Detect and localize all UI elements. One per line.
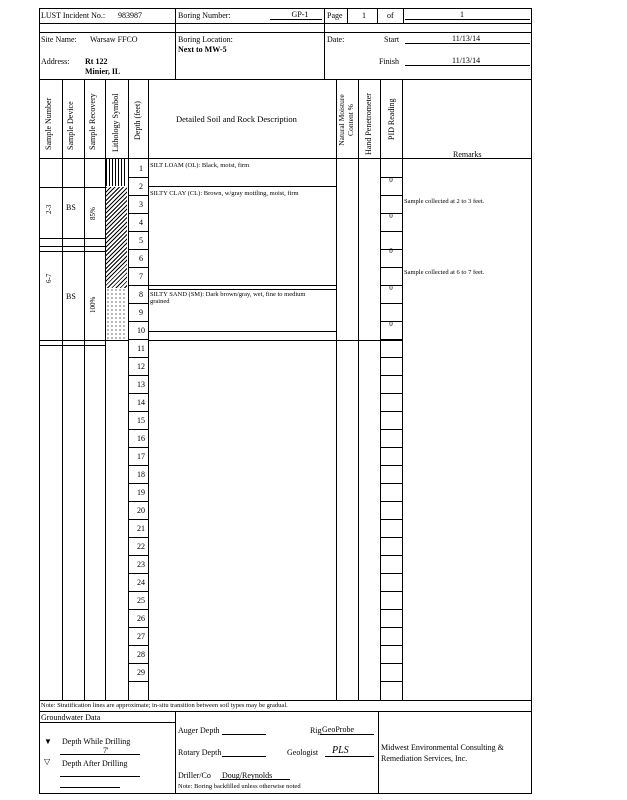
- groundwater-label: Groundwater Data: [41, 713, 101, 722]
- depth-tick-13: 13: [137, 380, 145, 389]
- of-label: of: [387, 11, 394, 20]
- pid-row-line: [380, 231, 402, 232]
- description-layer-2: SILTY CLAY (CL): Brown, w/gray mottling, moist, firm: [150, 190, 299, 197]
- page-label: Page: [327, 11, 343, 20]
- depth-tick-6: 6: [139, 254, 143, 263]
- finish-label: Finish: [379, 57, 400, 66]
- depth-row-line: [128, 537, 148, 538]
- sample-device-2: BS: [66, 292, 76, 301]
- sample-recovery-2: 100%: [89, 296, 97, 313]
- pid-reading: 0: [389, 212, 393, 220]
- pid-row-line: [380, 267, 402, 268]
- sample-number-1: 2-3: [45, 204, 53, 214]
- pid-row-line: [380, 357, 402, 358]
- depth-row-line: [128, 591, 148, 592]
- depth-tick-26: 26: [137, 614, 145, 623]
- address-line-1: Rt 122: [85, 57, 108, 66]
- sample-recovery-1: 85%: [89, 207, 97, 220]
- pid-row-line: [380, 627, 402, 628]
- finish-date: 11/13/14: [452, 56, 481, 65]
- pid-row-line: [380, 249, 402, 250]
- pid-row-line: [380, 483, 402, 484]
- geologist-value: PLS: [332, 745, 349, 756]
- depth-tick-27: 27: [137, 632, 145, 641]
- geologist-label: Geologist: [287, 748, 319, 757]
- page-number: 1: [362, 11, 366, 20]
- pid-row-line: [380, 375, 402, 376]
- pid-row-line: [380, 645, 402, 646]
- pid-reading: 0: [389, 320, 393, 328]
- stratification-note: Note: Stratification lines are approximate; in-situ transition between soil types may be gradual.: [41, 702, 288, 709]
- depth-row-line: [128, 267, 148, 268]
- pid-row-line: [380, 303, 402, 304]
- depth-row-line: [128, 519, 148, 520]
- depth-tick-15: 15: [137, 416, 145, 425]
- depth-row-line: [128, 177, 148, 178]
- depth-row-line: [128, 195, 148, 196]
- depth-row-line: [128, 645, 148, 646]
- depth-tick-23: 23: [137, 560, 145, 569]
- depth-tick-22: 22: [137, 542, 145, 551]
- auger-depth-label: Auger Depth: [178, 726, 220, 735]
- pid-reading: 0: [389, 284, 393, 292]
- boring-number-label: Boring Number:: [178, 11, 231, 20]
- pid-row-line: [380, 321, 402, 322]
- pid-row-line: [380, 663, 402, 664]
- depth-tick-10: 10: [137, 326, 145, 335]
- remark-1: Sample collected at 2 to 3 feet.: [404, 198, 485, 205]
- start-date: 11/13/14: [452, 34, 481, 43]
- pid-row-line: [380, 609, 402, 610]
- depth-row-line: [128, 357, 148, 358]
- date-label: Date:: [327, 35, 345, 44]
- lithology-silty-sand: [106, 288, 127, 340]
- depth-while-value: 7': [103, 746, 109, 755]
- depth-row-line: [128, 501, 148, 502]
- lithology-silty-clay: [106, 187, 127, 288]
- pid-row-line: [380, 393, 402, 394]
- col-moisture: Natural Moisture Content %: [337, 94, 355, 146]
- start-label: Start: [384, 35, 400, 44]
- incident-number: 983987: [118, 11, 142, 20]
- depth-row-line: [128, 303, 148, 304]
- pid-row-line: [380, 429, 402, 430]
- rig-value: GeoProbe: [322, 725, 354, 734]
- depth-tick-7: 7: [139, 272, 143, 281]
- description-layer-3-cont: grained: [150, 298, 170, 305]
- pid-row-line: [380, 411, 402, 412]
- depth-tick-5: 5: [139, 236, 143, 245]
- pid-row-line: [380, 555, 402, 556]
- col-depth: Depth (feet): [133, 101, 142, 140]
- col-remarks: Remarks: [453, 150, 482, 159]
- depth-row-line: [128, 231, 148, 232]
- depth-row-line: [128, 285, 148, 286]
- depth-row-line: [128, 483, 148, 484]
- depth-row-line: [128, 213, 148, 214]
- incident-label: LUST Incident No.:: [41, 11, 106, 20]
- depth-row-line: [128, 609, 148, 610]
- depth-row-line: [128, 375, 148, 376]
- rotary-depth-label: Rotary Depth: [178, 748, 222, 757]
- pid-row-line: [380, 537, 402, 538]
- address-label: Address:: [41, 57, 70, 66]
- depth-row-line: [128, 447, 148, 448]
- pid-row-line: [380, 501, 402, 502]
- depth-row-line: [128, 411, 148, 412]
- boring-location: Next to MW-5: [178, 45, 227, 54]
- col-penetrometer: Hand Penetrometer: [364, 93, 373, 155]
- depth-tick-8: 8: [139, 290, 143, 299]
- depth-row-line: [128, 321, 148, 322]
- pid-row-line: [380, 591, 402, 592]
- depth-after-label: Depth After Drilling: [62, 759, 128, 768]
- sample-device-1: BS: [66, 203, 76, 212]
- boring-location-label: Boring Location:: [178, 35, 233, 44]
- pid-reading: 0: [389, 176, 393, 184]
- depth-tick-9: 9: [139, 308, 143, 317]
- depth-tick-16: 16: [137, 434, 145, 443]
- pid-row-line: [380, 213, 402, 214]
- boring-number: GP-1: [291, 10, 309, 19]
- driller-value: Doug/Reynolds: [222, 771, 273, 780]
- description-layer-3: SILTY SAND (SM): Dark brown/gray, wet, fine to medium: [150, 291, 306, 298]
- sample-number-2: 6-7: [45, 273, 53, 283]
- depth-row-line: [128, 573, 148, 574]
- pid-row-line: [380, 681, 402, 682]
- depth-tick-24: 24: [137, 578, 145, 587]
- depth-tick-21: 21: [137, 524, 145, 533]
- depth-row-line: [128, 555, 148, 556]
- depth-tick-17: 17: [137, 452, 145, 461]
- driller-label: Driller/Co: [178, 771, 211, 780]
- company-name-line-2: Remediation Services, Inc.: [381, 754, 468, 763]
- company-name-line-1: Midwest Environmental Consulting &: [381, 743, 504, 752]
- depth-row-line: [128, 681, 148, 682]
- depth-row-line: [128, 627, 148, 628]
- col-sample-number: Sample Number: [44, 97, 53, 150]
- pid-row-line: [380, 447, 402, 448]
- depth-row-line: [128, 339, 148, 340]
- depth-tick-12: 12: [137, 362, 145, 371]
- pid-row-line: [380, 195, 402, 196]
- depth-while-label: Depth While Drilling: [62, 737, 131, 746]
- pid-row-line: [380, 573, 402, 574]
- pid-row-line: [380, 285, 402, 286]
- depth-tick-1: 1: [139, 164, 143, 173]
- depth-tick-28: 28: [137, 650, 145, 659]
- col-pid: PID Reading: [387, 98, 396, 140]
- depth-tick-29: 29: [137, 668, 145, 677]
- depth-tick-18: 18: [137, 470, 145, 479]
- pid-row-line: [380, 339, 402, 340]
- depth-row-line: [128, 249, 148, 250]
- depth-while-drilling-icon: ▼: [44, 737, 52, 746]
- rig-label: Rig: [310, 726, 322, 735]
- depth-tick-19: 19: [137, 488, 145, 497]
- depth-tick-25: 25: [137, 596, 145, 605]
- depth-tick-20: 20: [137, 506, 145, 515]
- pid-row-line: [380, 465, 402, 466]
- pid-reading: 0: [389, 247, 393, 255]
- depth-tick-2: 2: [139, 182, 143, 191]
- col-lithology-symbol: Lithology Symbol: [111, 93, 120, 152]
- depth-row-line: [128, 429, 148, 430]
- depth-tick-14: 14: [137, 398, 145, 407]
- description-layer-1: SILT LOAM (OL): Black, moist, firm: [150, 162, 250, 169]
- col-sample-device: Sample Device: [66, 101, 75, 150]
- depth-after-drilling-icon: ▽: [44, 757, 51, 766]
- depth-tick-4: 4: [139, 218, 143, 227]
- depth-row-line: [128, 393, 148, 394]
- depth-tick-11: 11: [137, 344, 145, 353]
- col-description: Detailed Soil and Rock Description: [176, 114, 297, 124]
- depth-row-line: [128, 663, 148, 664]
- depth-tick-3: 3: [139, 200, 143, 209]
- depth-row-line: [128, 465, 148, 466]
- page-total: 1: [460, 10, 464, 19]
- pid-row-line: [380, 177, 402, 178]
- col-sample-recovery: Sample Recovery: [88, 93, 97, 150]
- pid-row-line: [380, 519, 402, 520]
- remark-2: Sample collected at 6 to 7 feet.: [404, 269, 485, 276]
- site-name: Warsaw FFCO: [90, 35, 138, 44]
- lithology-silt-loam: [106, 159, 127, 186]
- boring-backfill-note: Note: Boring backfilled unless otherwise noted: [178, 783, 301, 790]
- address-line-2: Minier, IL: [85, 67, 121, 76]
- site-name-label: Site Name:: [41, 35, 77, 44]
